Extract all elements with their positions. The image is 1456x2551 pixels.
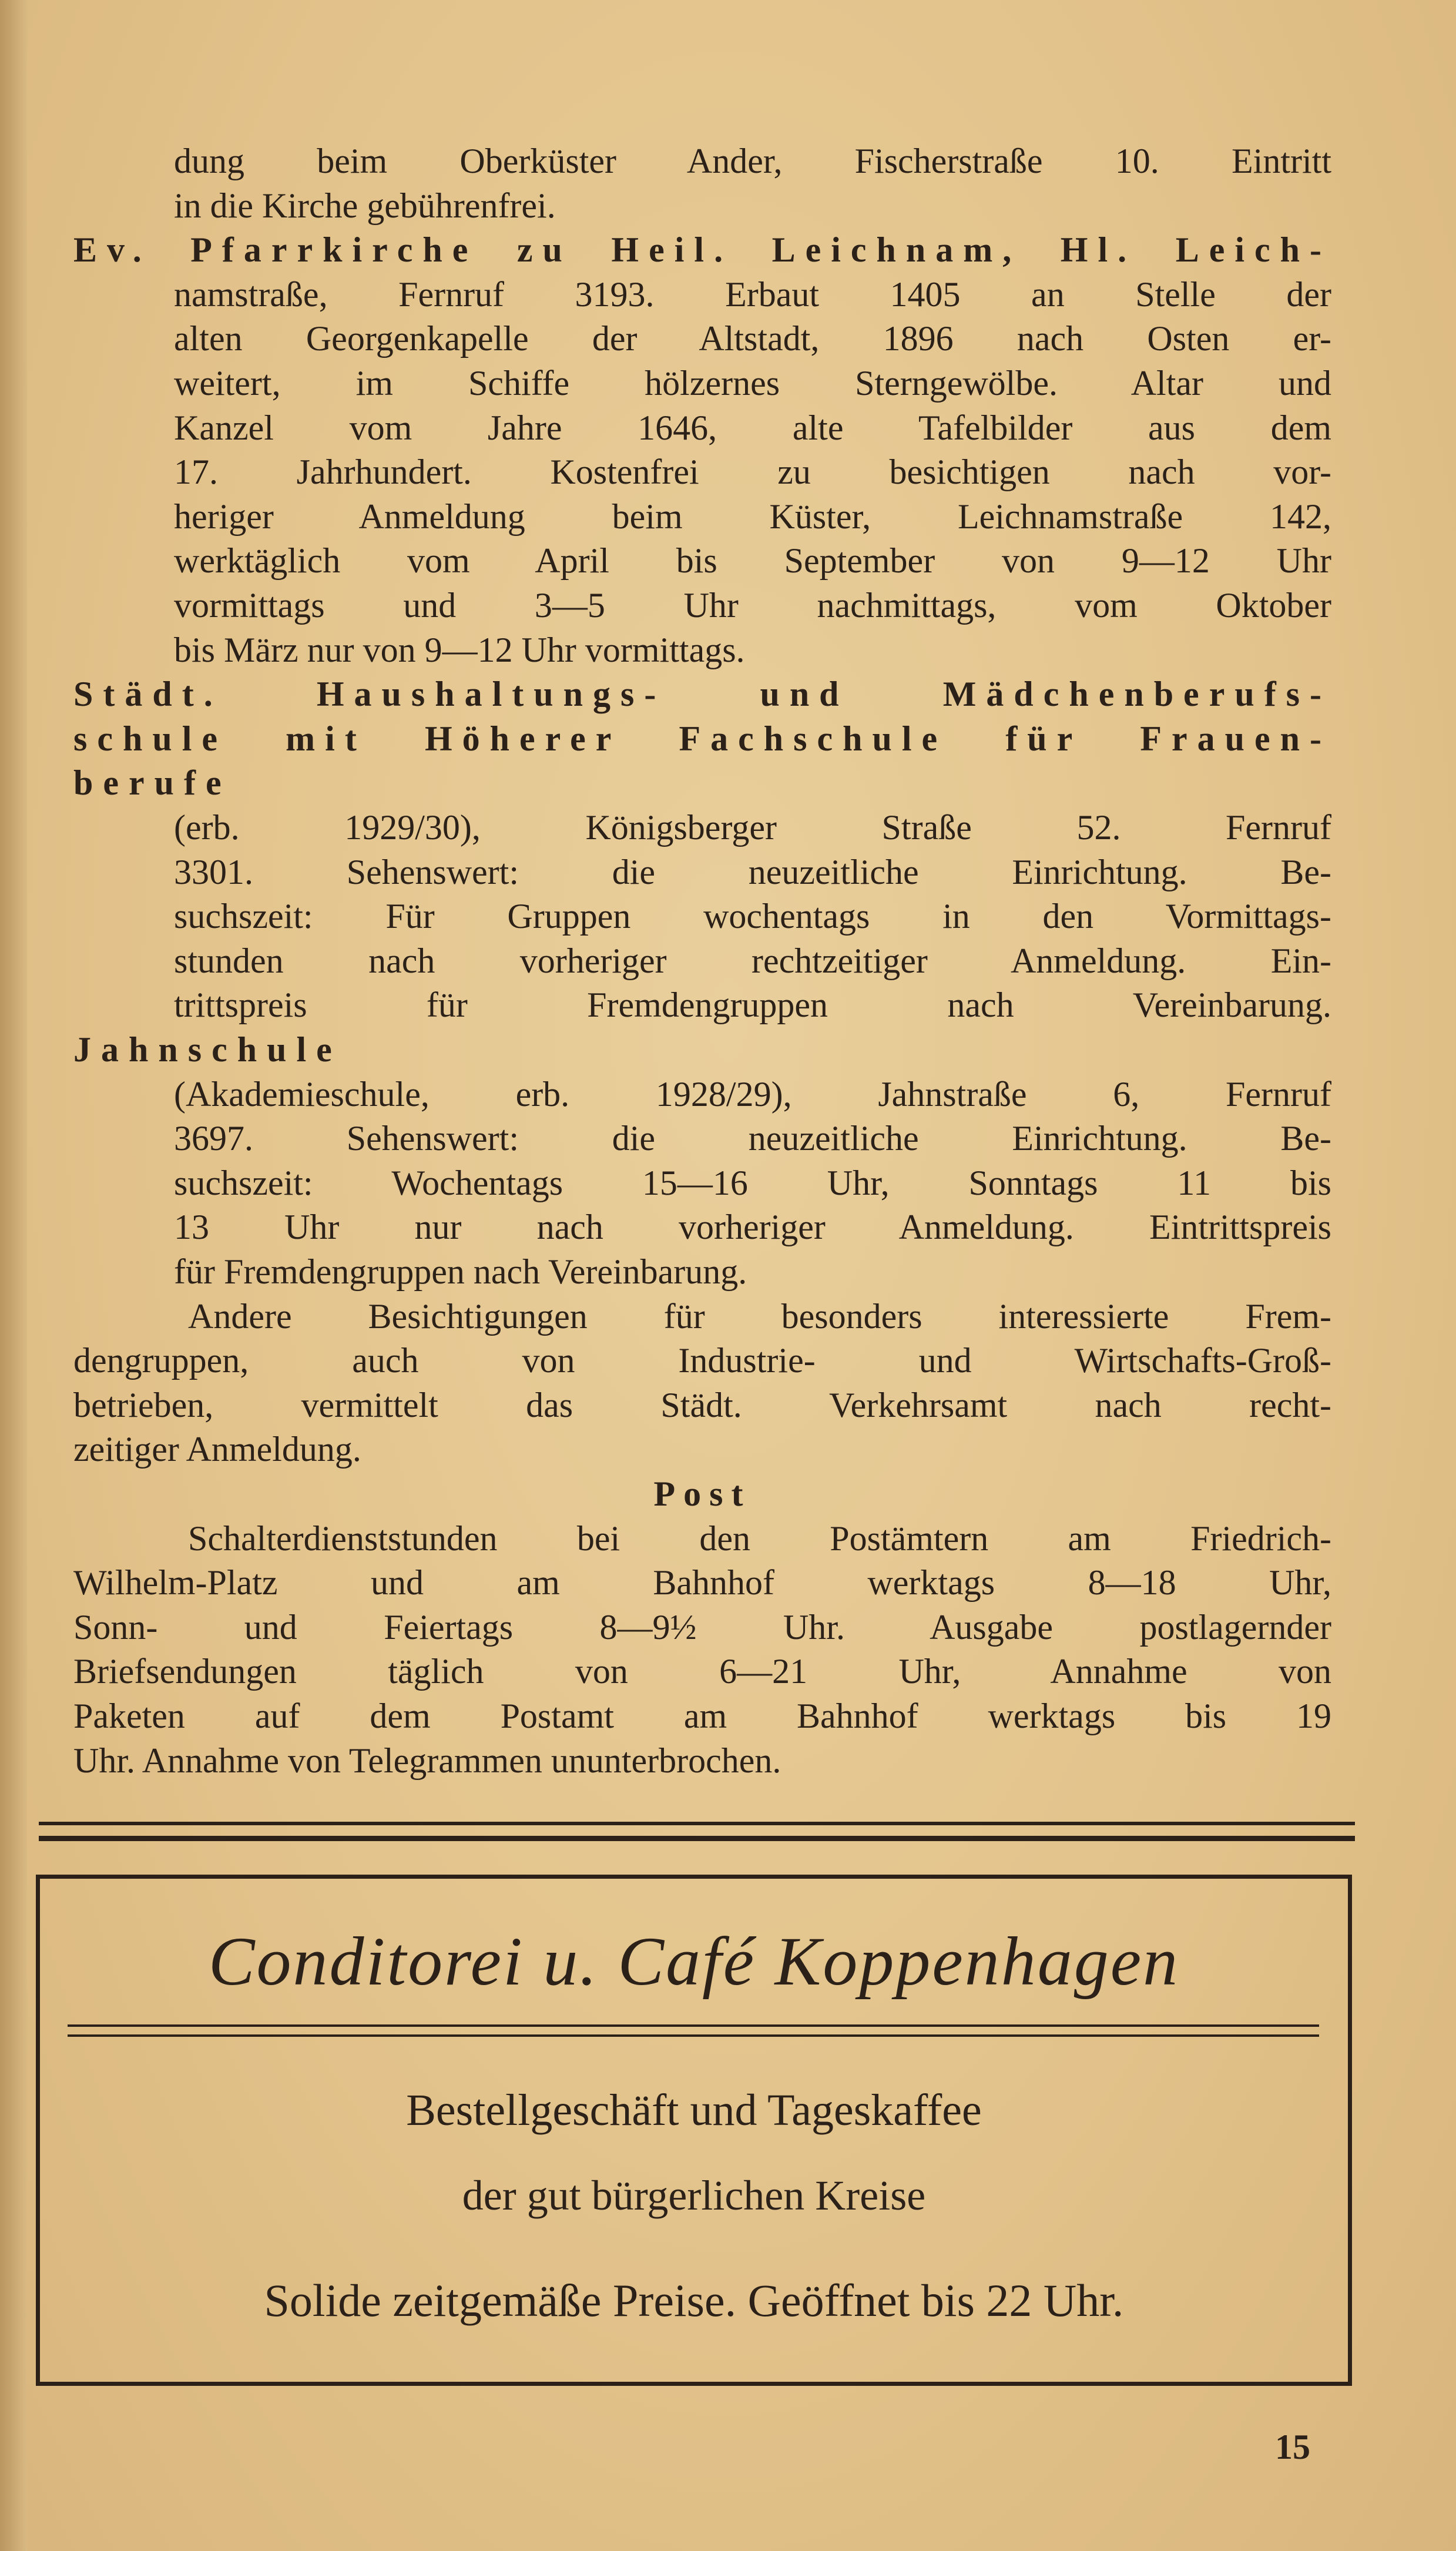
page-number: 15 <box>1275 2428 1310 2466</box>
ad-line: Bestellgeschäft und Tageskaffee <box>406 2086 982 2135</box>
text-line: suchszeit: Für Gruppen wochentags in den Vormittags- <box>174 897 1331 936</box>
text-line: in die Kirche gebührenfrei. <box>174 186 556 225</box>
ad-title: Conditorei u. Café Koppenhagen <box>208 1923 1180 2000</box>
text-line: heriger Anmeldung beim Küster, Leichnamstraße 142, <box>174 497 1331 536</box>
text-line: (Akademieschule, erb. 1928/29), Jahnstraße 6, Fernruf <box>174 1074 1331 1114</box>
text-line: Schalterdienststunden bei den Postämtern am Friedrich- <box>188 1518 1331 1558</box>
text-line: trittspreis für Fremdengruppen nach Vereinbarung. <box>174 985 1331 1025</box>
ad-double-rule <box>68 2024 1319 2027</box>
text-line: Briefsendungen täglich von 6—21 Uhr, Annahme von <box>73 1652 1331 1691</box>
text-line: stunden nach vorheriger rechtzeitiger Anmeldung. Ein- <box>174 941 1331 980</box>
entry-heading-line: berufe <box>73 763 232 803</box>
text-line: namstraße, Fernruf 3193. Erbaut 1405 an Stelle der <box>174 274 1331 314</box>
text-line: bis März nur von 9—12 Uhr vormittags. <box>174 630 745 669</box>
separator-rule <box>39 1822 1355 1825</box>
text-line: 3301. Sehenswert: die neuzeitliche Einrichtung. Be- <box>174 852 1331 891</box>
text-line: dung beim Oberküster Ander, Fischerstraße 10. Eintritt <box>174 142 1331 180</box>
text-line: suchszeit: Wochentags 15—16 Uhr, Sonntags 11 bis <box>174 1163 1331 1202</box>
entry-heading-line: Jahnschule <box>73 1030 342 1069</box>
text-line: Andere Besichtigungen für besonders interessierte Frem- <box>188 1296 1331 1336</box>
text-line: vormittags und 3—5 Uhr nachmittags, vom Oktober <box>174 586 1331 625</box>
entry-heading-line: Städt. Haushaltungs- und Mädchenberufs- <box>73 675 1331 714</box>
text-line: weitert, im Schiffe hölzernes Sterngewölbe. Altar und <box>174 364 1331 403</box>
ad-double-rule <box>68 2034 1319 2037</box>
text-line: Paketen auf dem Postamt am Bahnhof werktags bis 19 <box>73 1697 1331 1735</box>
section-heading: Post <box>653 1474 752 1513</box>
text-line: werktäglich vom April bis September von 9—12 Uhr <box>174 541 1331 581</box>
text-line: für Fremdengruppen nach Vereinbarung. <box>174 1252 747 1291</box>
entry-heading-line: schule mit Höherer Fachschule für Frauen- <box>73 719 1331 758</box>
text-line: Wilhelm-Platz und am Bahnhof werktags 8—18 Uhr, <box>73 1563 1331 1603</box>
text-line: betrieben, vermittelt das Städt. Verkehrsamt nach recht- <box>73 1385 1331 1424</box>
text-line: (erb. 1929/30), Königsberger Straße 52. Fernruf <box>174 808 1331 847</box>
text-line: 3697. Sehenswert: die neuzeitliche Einrichtung. Be- <box>174 1119 1331 1158</box>
text-line: Uhr. Annahme von Telegrammen ununterbrochen. <box>73 1741 781 1780</box>
text-line: 13 Uhr nur nach vorheriger Anmeldung. Eintrittspreis <box>174 1208 1331 1247</box>
text-line: dengruppen, auch von Industrie- und Wirtschafts-Groß- <box>73 1341 1331 1380</box>
ad-line: der gut bürgerlichen Kreise <box>462 2172 926 2219</box>
text-line: Kanzel vom Jahre 1646, alte Tafelbilder aus dem <box>174 408 1331 447</box>
text-line: alten Georgenkapelle der Altstadt, 1896 nach Osten er- <box>174 319 1331 358</box>
text-line: zeitiger Anmeldung. <box>73 1430 361 1469</box>
text-line: 17. Jahrhundert. Kostenfrei zu besichtigen nach vor- <box>174 452 1331 492</box>
ad-line: Solide zeitgemäße Preise. Geöffnet bis 22 Uhr. <box>264 2275 1124 2326</box>
separator-rule <box>39 1836 1355 1841</box>
text-line: Sonn- und Feiertags 8—9½ Uhr. Ausgabe postlagernder <box>73 1607 1331 1647</box>
entry-heading-line: Ev. Pfarrkirche zu Heil. Leichnam, Hl. Leich- <box>73 230 1331 270</box>
book-spine-shadow <box>0 0 27 2551</box>
